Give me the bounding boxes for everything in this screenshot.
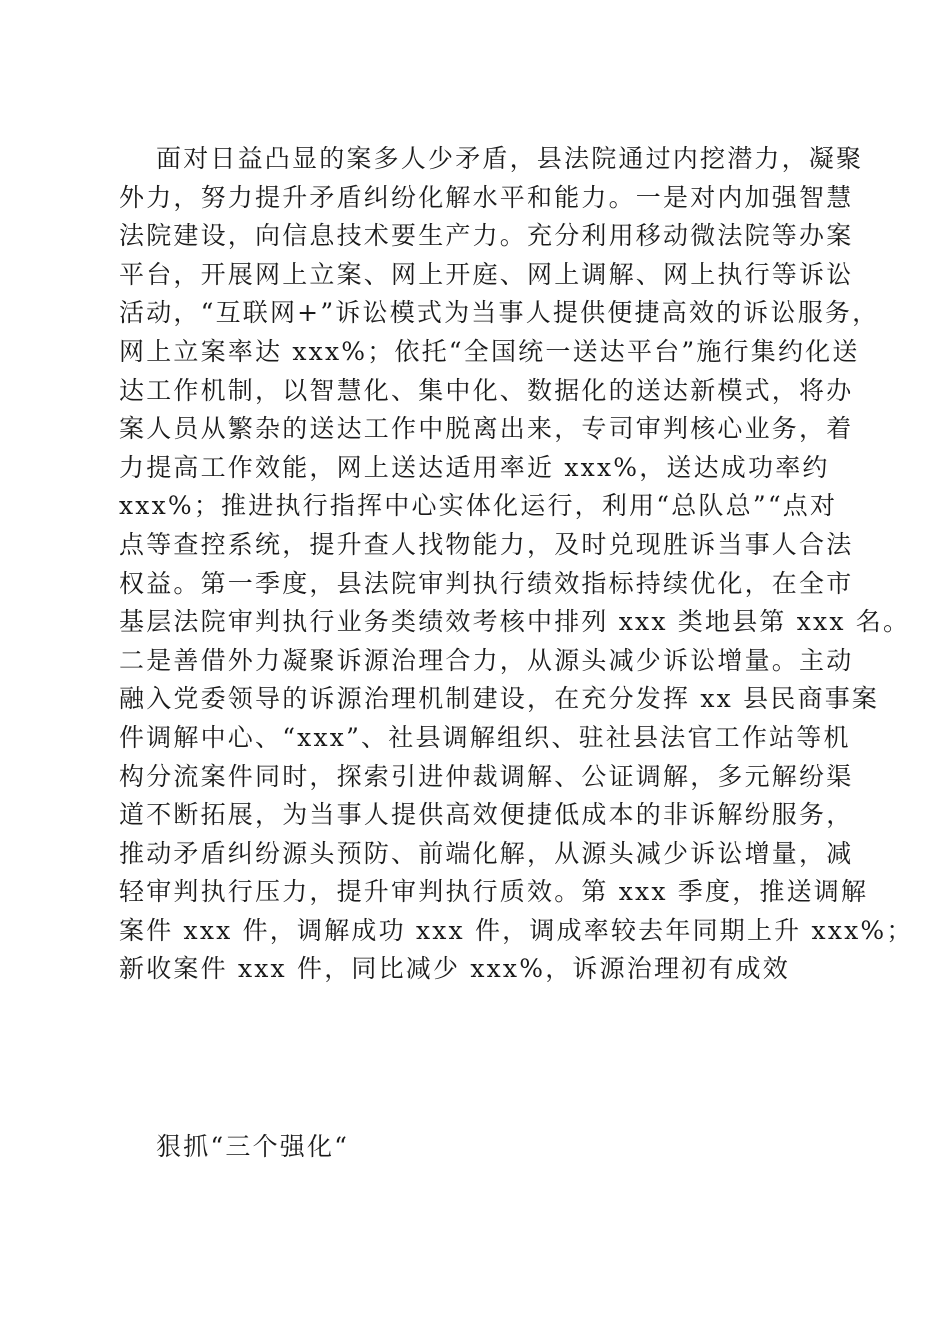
paragraph-line: 案件 xxx 件，调解成功 xxx 件，调成率较去年同期上升 xxx%； xyxy=(119,915,914,945)
paragraph-line: 推动矛盾纠纷源头预防、前端化解，从源头减少诉讼增量，减 xyxy=(119,838,854,868)
paragraph-line: 法院建设，向信息技术要生产力。充分利用移动微法院等办案 xyxy=(119,221,854,251)
paragraph-line: 道不断拓展，为当事人提供高效便捷低成本的非诉解纷服务， xyxy=(119,800,854,830)
paragraph-line: 面对日益凸显的案多人少矛盾，县法院通过内挖潜力，凝聚 xyxy=(156,144,864,173)
paragraph-line: 权益。第一季度，县法院审判执行绩效指标持续优化，在全市 xyxy=(119,568,854,598)
paragraph-line: 融入党委领导的诉源治理机制建设，在充分发挥 xx 县民商事案 xyxy=(119,684,880,714)
paragraph-line: 基层法院审判执行业务类绩效考核中排列 xxx 类地县第 xxx 名。 xyxy=(119,607,911,637)
paragraph-line: 案人员从繁杂的送达工作中脱离出来，专司审判核心业务，着 xyxy=(119,414,854,444)
body-paragraph xyxy=(119,140,914,989)
paragraph-line: 平台，开展网上立案、网上开庭、网上调解、网上执行等诉讼 xyxy=(119,259,854,289)
paragraph-line: 外力，努力提升矛盾纠纷化解水平和能力。一是对内加强智慧 xyxy=(119,182,854,212)
paragraph-line: xxx%；推进执行指挥中心实体化运行，利用“总队总”“点对 xyxy=(119,491,838,521)
paragraph-line: 活动，“互联网+”诉讼模式为当事人提供便捷高效的诉讼服务， xyxy=(119,298,880,328)
paragraph-line: 网上立案率达 xxx%；依托“全国统一送达平台”施行集约化送 xyxy=(119,336,860,366)
paragraph-line: 轻审判执行压力，提升审判执行质效。第 xxx 季度，推送调解 xyxy=(119,877,869,907)
paragraph-line: 构分流案件同时，探索引进仲裁调解、公证调解，多元解纷渠 xyxy=(119,761,854,791)
paragraph-line: 二是善借外力凝聚诉源治理合力，从源头减少诉讼增量。主动 xyxy=(119,645,854,675)
paragraph-line: 件调解中心、“xxx”、社县调解组织、驻社县法官工作站等机 xyxy=(119,722,851,752)
paragraph-line: 点等查控系统，提升查人找物能力，及时兑现胜诉当事人合法 xyxy=(119,529,854,559)
paragraph-line: 达工作机制，以智慧化、集中化、数据化的送达新模式，将办 xyxy=(119,375,854,405)
paragraph-line: 力提高工作效能，网上送达适用率近 xxx%，送达成功率约 xyxy=(119,452,830,482)
paragraph-line: 新收案件 xxx 件，同比减少 xxx%，诉源治理初有成效 xyxy=(119,954,790,984)
section-heading: 狠抓“三个强化“ xyxy=(156,1132,350,1161)
